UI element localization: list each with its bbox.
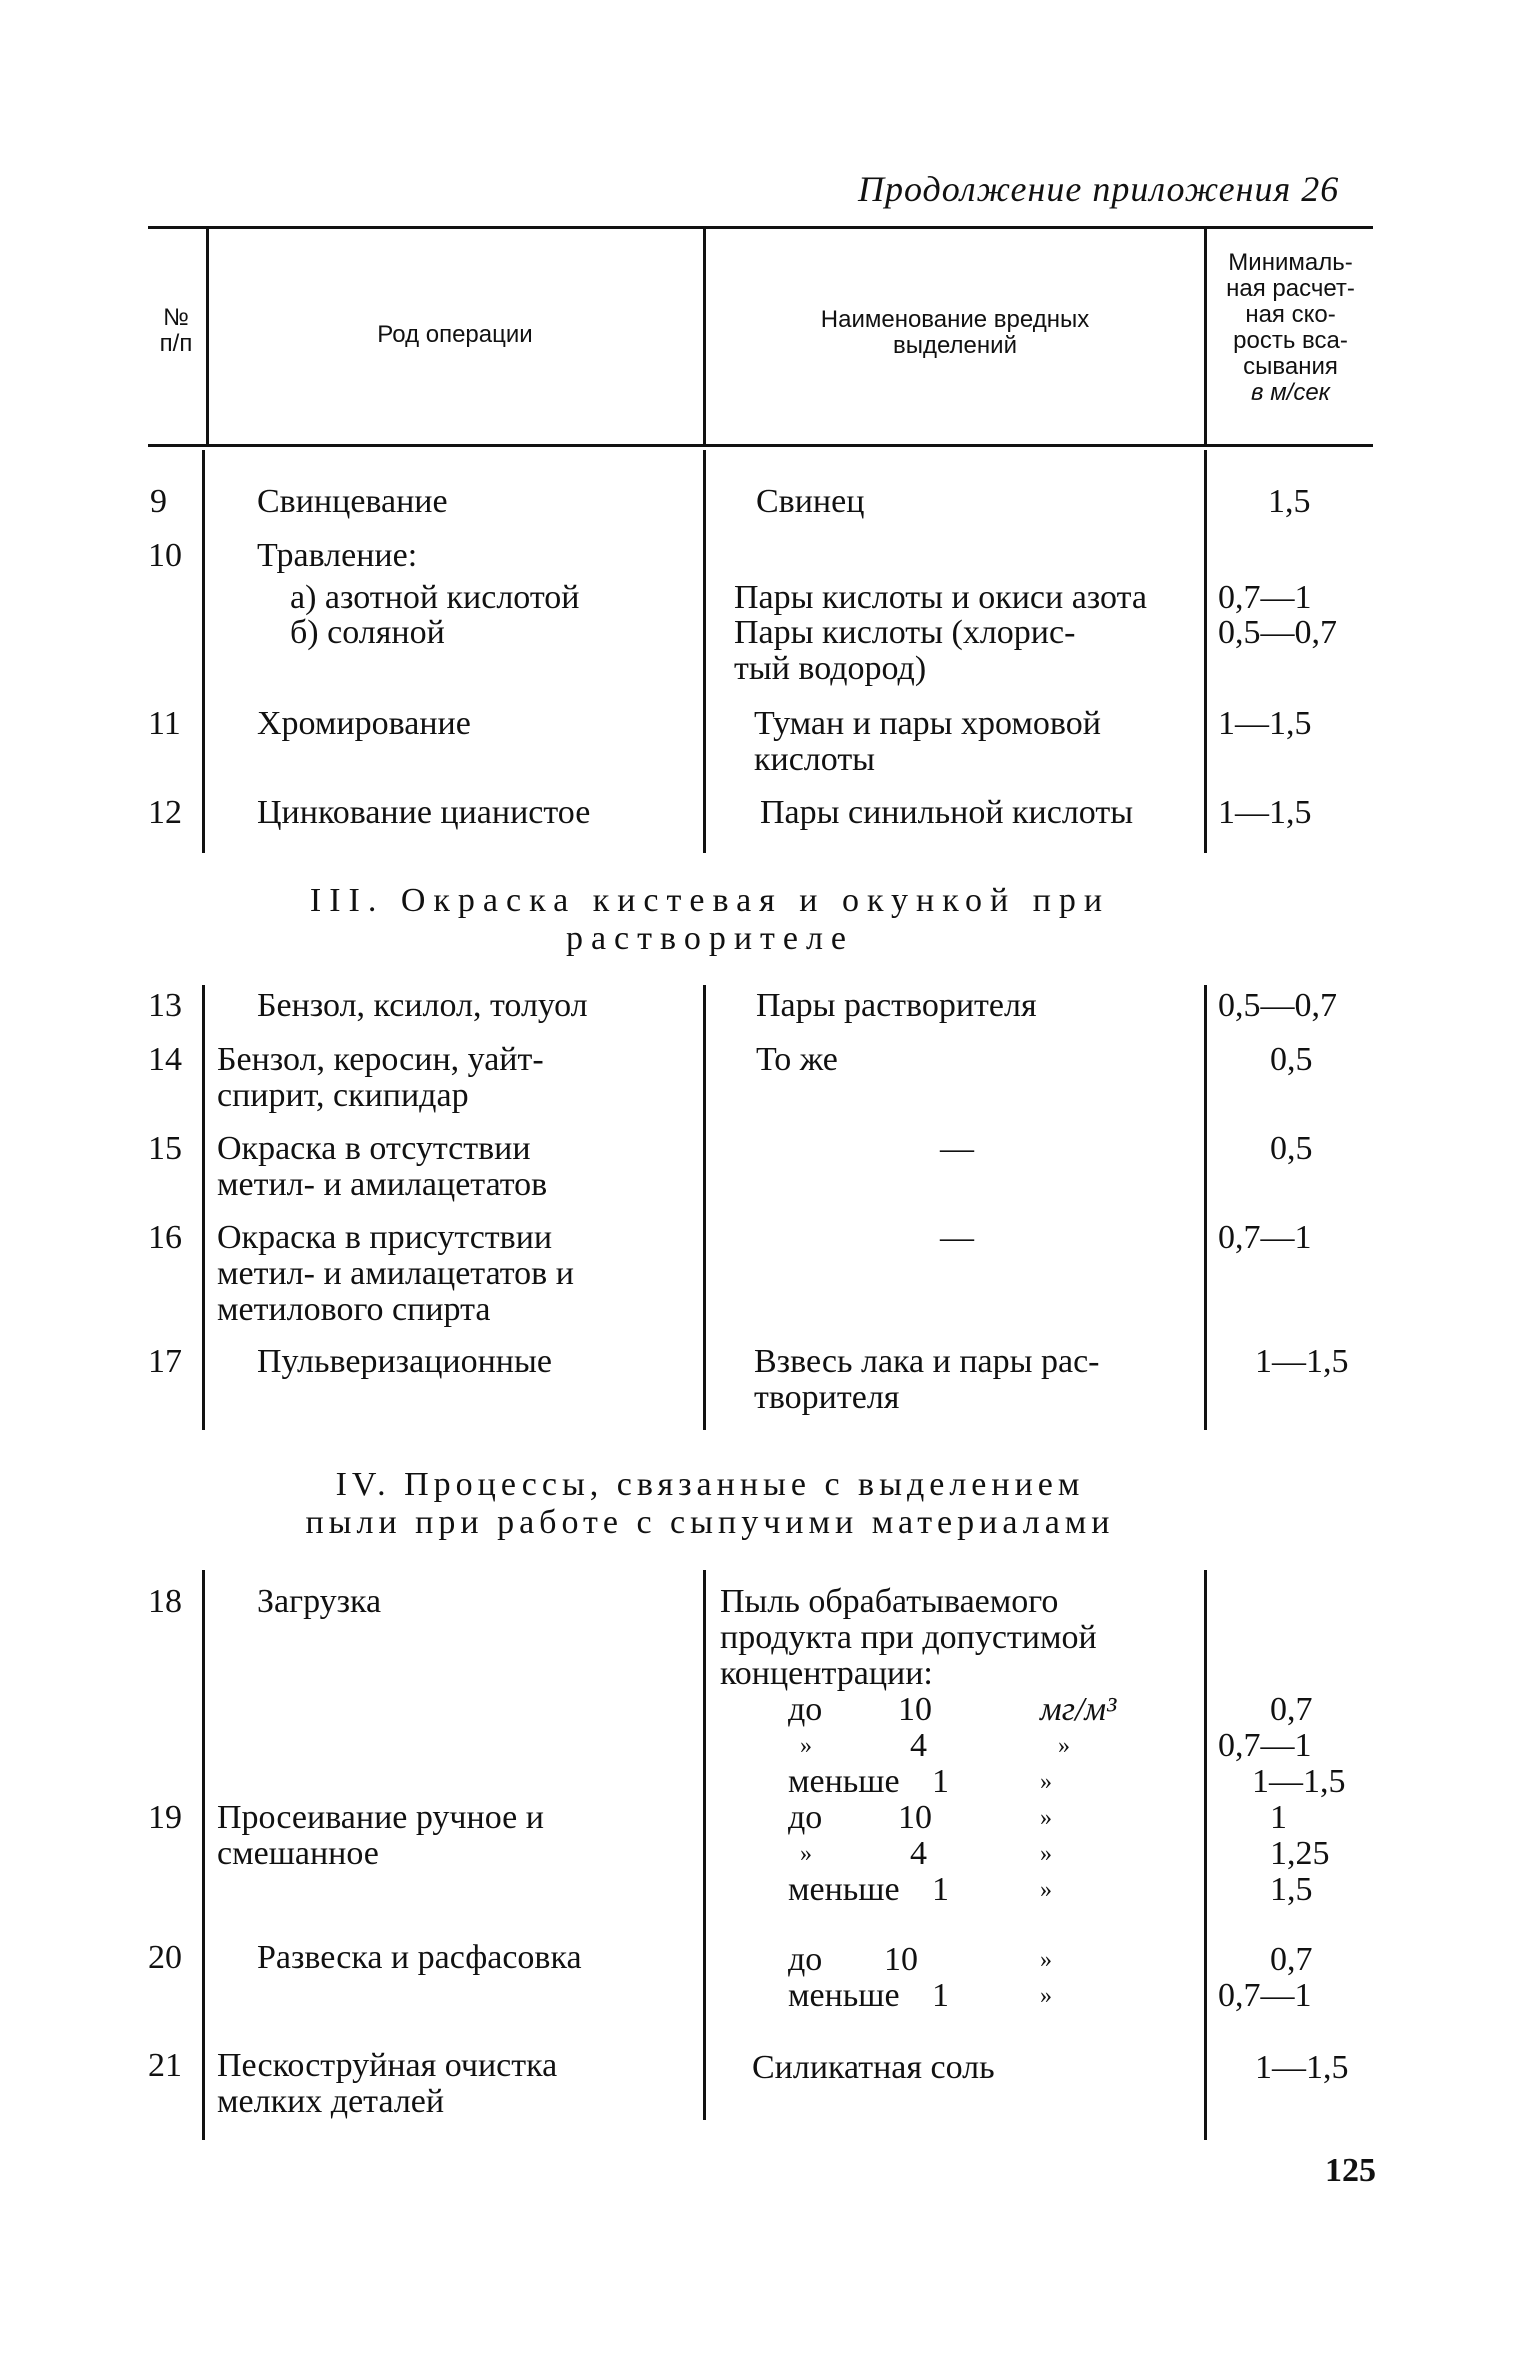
column-header-emissions: Наименование вредных выделений [820, 306, 1090, 359]
concentration-unit: мг/м³ [1040, 1691, 1117, 1728]
velocity-line: ная ско- [1245, 301, 1336, 328]
velocity-line: ная расчет- [1226, 275, 1355, 302]
concentration-unit: » [1040, 1805, 1052, 1831]
emission-cell: — [940, 1130, 974, 1167]
concentration-value: 10 [898, 1799, 932, 1836]
emission-cell: Пары растворителя [756, 987, 1037, 1024]
body-divider-mid-1 [703, 450, 706, 853]
velocity-cell: 0,7 [1270, 1941, 1313, 1978]
header-divider-3 [1204, 228, 1207, 444]
operation-cell: Бензол, керосин, уайт- спирит, скипидар [217, 1041, 544, 1114]
concentration-value: 10 [884, 1941, 918, 1978]
velocity-cell: 0,5 [1270, 1041, 1313, 1078]
body-divider-left-3 [202, 1570, 205, 2140]
concentration-lead: до [788, 1691, 823, 1728]
velocity-cell: 0,7—1 [1218, 1219, 1312, 1256]
operation-cell: Пескоструйная очистка мелких деталей [217, 2047, 558, 2120]
row-number: 15 [148, 1130, 182, 1167]
header-bottom-rule [148, 444, 1373, 447]
velocity-cell: 1,5 [1270, 1871, 1313, 1908]
emission-cell: Силикатная соль [752, 2049, 995, 2086]
row-number: 11 [148, 705, 181, 742]
operation-cell: Цинкование цианистое [257, 794, 591, 831]
row-number: 21 [148, 2047, 182, 2084]
column-header-velocity [1208, 250, 1373, 406]
body-divider-right-2 [1204, 985, 1207, 1430]
operation-cell: Травление: [257, 537, 418, 574]
velocity-line: в м/сек [1251, 379, 1330, 406]
concentration-unit: » [1058, 1733, 1070, 1759]
body-divider-left-1 [202, 450, 205, 853]
velocity-cell: 1—1,5 [1255, 1343, 1349, 1380]
velocity-cell: 0,7—1 [1218, 1977, 1312, 2014]
concentration-value: 1 [932, 1977, 949, 2014]
row-number: 12 [148, 794, 182, 831]
section-heading-iii: III. Окраска кистевая и окункой при растворителе [309, 882, 1111, 957]
body-divider-mid-3 [703, 1570, 706, 2120]
velocity-cell: 0,5—0,7 [1218, 614, 1337, 651]
page-number: 125 [1325, 2152, 1376, 2189]
velocity-line: рость вса- [1233, 327, 1348, 354]
concentration-lead: » [800, 1841, 812, 1867]
velocity-cell: 1 [1270, 1799, 1287, 1836]
emission-cell: Пыль обрабатываемого продукта при допустимой концентрации: [720, 1583, 1097, 1692]
emission-cell: Пары кислоты (хлорис- тый водород) [734, 614, 1076, 687]
velocity-cell: 1,25 [1270, 1835, 1330, 1872]
header-divider-1 [206, 228, 209, 444]
table-top-rule [148, 226, 1373, 229]
velocity-cell: 0,5 [1270, 1130, 1313, 1167]
body-divider-right-1 [1204, 450, 1207, 853]
row-number: 13 [148, 987, 182, 1024]
concentration-unit: » [1040, 1877, 1052, 1903]
body-divider-left-2 [202, 985, 205, 1430]
emission-cell: Туман и пары хромовой кислоты [754, 705, 1101, 778]
row-number: 16 [148, 1219, 182, 1256]
operation-cell: Загрузка [257, 1583, 382, 1620]
operation-cell: а) азотной кислотой [290, 579, 580, 616]
concentration-lead: меньше [788, 1871, 900, 1908]
velocity-cell: 0,7—1 [1218, 1727, 1312, 1764]
operation-cell: Окраска в отсутствии метил- и амилацетатов [217, 1130, 548, 1203]
operation-cell: Пульверизационные [257, 1343, 552, 1380]
body-divider-right-3 [1204, 1570, 1207, 2140]
velocity-cell: 1—1,5 [1255, 2049, 1349, 2086]
concentration-lead: » [800, 1733, 812, 1759]
velocity-cell: 1,5 [1268, 483, 1311, 520]
velocity-cell: 1—1,5 [1218, 705, 1312, 742]
emission-cell: Взвесь лака и пары рас- творителя [754, 1343, 1100, 1416]
concentration-lead: до [788, 1799, 823, 1836]
emission-cell: Пары синильной кислоты [760, 794, 1134, 831]
row-number: 9 [150, 483, 167, 520]
emission-cell: — [940, 1219, 974, 1256]
operation-cell: Развеска и расфасовка [257, 1939, 582, 1976]
body-divider-mid-2 [703, 985, 706, 1430]
operation-cell: б) соляной [290, 614, 445, 651]
concentration-lead: меньше [788, 1763, 900, 1800]
concentration-unit: » [1040, 1769, 1052, 1795]
concentration-value: 1 [932, 1763, 949, 1800]
row-number: 19 [148, 1799, 182, 1836]
velocity-line: Минималь- [1228, 249, 1353, 276]
row-number: 10 [148, 537, 182, 574]
operation-cell: Просеивание ручное и смешанное [217, 1799, 544, 1872]
column-header-no: № п/п [159, 304, 193, 357]
operation-cell: Бензол, ксилол, толуол [257, 987, 588, 1024]
operation-cell: Хромирование [257, 705, 471, 742]
row-number: 14 [148, 1041, 182, 1078]
row-number: 18 [148, 1583, 182, 1620]
velocity-line: сывания [1243, 353, 1338, 380]
operation-cell: Окраска в присутствии метил- и амилацетатов и метилового спирта [217, 1219, 574, 1328]
continuation-caption: Продолжение приложения 26 [858, 169, 1340, 209]
concentration-unit: » [1040, 1947, 1052, 1973]
section-heading-iv: IV. Процессы, связанные с выделением пыли при работе с сыпучими материалами [305, 1466, 1115, 1541]
operation-cell: Свинцевание [257, 483, 448, 520]
concentration-value: 10 [898, 1691, 932, 1728]
concentration-lead: меньше [788, 1977, 900, 2014]
velocity-cell: 1—1,5 [1218, 794, 1312, 831]
emission-cell: Пары кислоты и окиси азота [734, 579, 1147, 616]
velocity-cell: 1—1,5 [1252, 1763, 1346, 1800]
concentration-value: 4 [910, 1835, 927, 1872]
row-number: 20 [148, 1939, 182, 1976]
column-header-operation: Род операции [377, 321, 533, 348]
velocity-cell: 0,7 [1270, 1691, 1313, 1728]
concentration-unit: » [1040, 1983, 1052, 2009]
concentration-unit: » [1040, 1841, 1052, 1867]
emission-cell: То же [756, 1041, 838, 1078]
concentration-lead: до [788, 1941, 823, 1978]
concentration-value: 1 [932, 1871, 949, 1908]
concentration-value: 4 [910, 1727, 927, 1764]
emission-cell: Свинец [756, 483, 865, 520]
velocity-cell: 0,7—1 [1218, 579, 1312, 616]
row-number: 17 [148, 1343, 182, 1380]
velocity-cell: 0,5—0,7 [1218, 987, 1337, 1024]
header-divider-2 [703, 228, 706, 444]
